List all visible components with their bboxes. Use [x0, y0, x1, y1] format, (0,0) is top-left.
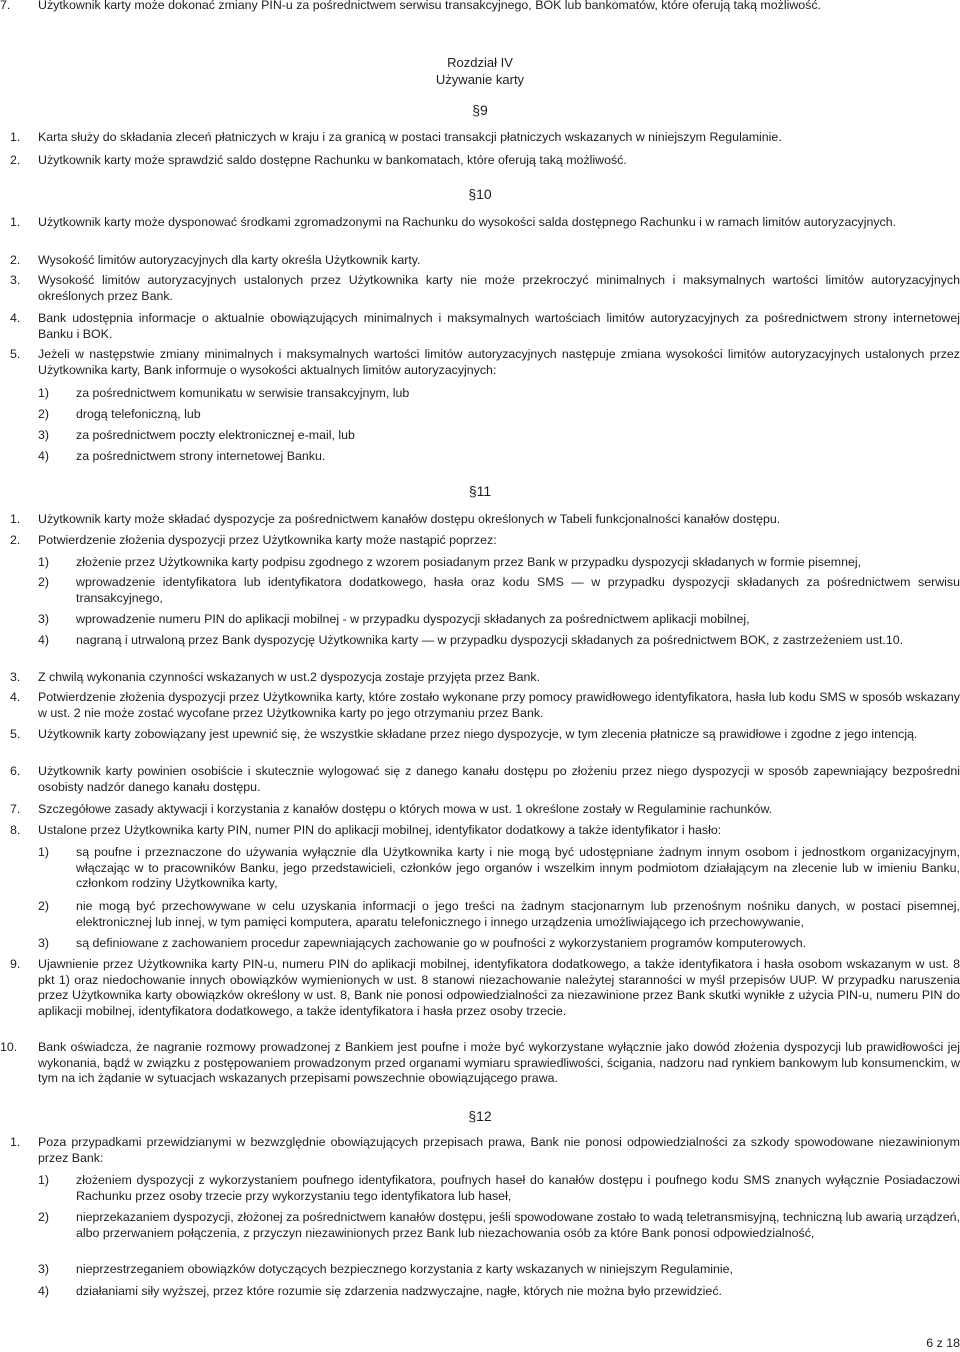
- item-text: nieprzestrzeganiem obowiązków dotyczących bezpiecznego korzystania z karty wskazanych w niniejszym Regulaminie,: [76, 1262, 734, 1276]
- item-number: 10.: [0, 1040, 18, 1054]
- item-number: 6.: [10, 764, 21, 778]
- item-text: Wysokość limitów autoryzacyjnych ustalonych przez Użytkownika karty nie może przekroczyć minimalnych i maksymalnych wartości limitów autoryzacyjnych określonych przez Bank.: [38, 273, 960, 303]
- item-number: 7.: [0, 0, 11, 12]
- item-text: Potwierdzenie złożenia dyspozycji przez Użytkownika karty, które zostało wykonane przy pomocy prawidłowego identyfikatora, hasła lub kodu SMS w sposób wskazany w ust. 2 nie może zostać wycofane przez Użytkownika karty po jego otrzymaniu przez Bank.: [38, 690, 960, 720]
- item-text: złożenie przez Użytkownika karty podpisu zgodnego z wzorem posiadanym przez Bank w przypadku dyspozycji składanych w formie pisemnej,: [76, 555, 862, 569]
- item-number: 5.: [10, 727, 21, 741]
- item-number: 1.: [10, 130, 21, 144]
- item-text: Użytkownik karty może dokonać zmiany PIN-u za pośrednictwem serwisu transakcyjnego, BOK lub bankomatów, które oferują taką możliwość.: [38, 0, 821, 12]
- item-text: Bank oświadcza, że nagranie rozmowy prowadzonej z Bankiem jest poufne i może być wykorzystane wyłącznie jako dowód złożenia dyspozycji lub prawidłowości jej wykonania, bądź w związku z postępowaniem prowadzonym przed organami wymiaru sprawiedliwości, ścigania, nadzoru nad rynkiem bankowym lub konsumenckim, w tym na ich żądanie w sytuacjach wskazanych przepisami powszechnie obowiązującego prawa.: [38, 1040, 960, 1086]
- item-number: 1): [38, 1173, 50, 1187]
- item-number: 7.: [10, 802, 21, 816]
- item-number: 3): [38, 936, 50, 950]
- section-heading: §9: [472, 102, 488, 118]
- item-text: wprowadzenie numeru PIN do aplikacji mobilnej - w przypadku dyspozycji składanych za pośrednictwem aplikacji mobilnej,: [76, 612, 750, 626]
- item-text: nie mogą być przechowywane w celu uzyskania informacji o jego treści na żadnym stacjonarnym lub przenośnym nośniku danych, w postaci pisemnej, elektronicznej lub innej, w tym pamięci komputera, aparatu telefonicznego i innego urządzenia umożliwiającego ich przechowywanie,: [76, 899, 960, 929]
- item-text: nieprzekazaniem dyspozycji, złożonej za pośrednictwem kanałów dostępu, jeśli spowodowane zostało to wadą teletransmisyjną, techniczną lub awarią urządzeń, albo przerwaniem połączenia, z przyczyn niezawinionych przez Bank lub niezachowania osób za które Bank ponosi odpowiedzialność,: [76, 1210, 960, 1240]
- item-number: 1.: [10, 215, 21, 229]
- item-text: Wysokość limitów autoryzacyjnych dla karty określa Użytkownik karty.: [38, 253, 421, 267]
- item-number: 1): [38, 386, 50, 400]
- item-number: 2.: [10, 153, 21, 167]
- item-text: Karta służy do składania zleceń płatniczych w kraju i za granicą w postaci transakcji płatniczych wskazanych w niniejszym Regulaminie.: [38, 130, 782, 144]
- item-number: 4): [38, 449, 50, 463]
- item-text: za pośrednictwem strony internetowej Banku.: [76, 449, 326, 463]
- item-text: Z chwilą wykonania czynności wskazanych w ust.2 dyspozycja zostaje przyjęta przez Bank.: [38, 670, 541, 684]
- item-text: Użytkownik karty powinien osobiście i skutecznie wylogować się z danego kanału dostępu po złożeniu przez niego dyspozycji w sposób zapewniający bezpośredni osobisty nadzór danego kanału dostępu.: [38, 764, 960, 794]
- item-text: Bank udostępnia informacje o aktualnie obowiązujących minimalnych i maksymalnych wartościach limitów autoryzacyjnych za pośrednictwem strony internetowej Banku i BOK.: [38, 311, 960, 341]
- item-number: 2): [38, 407, 50, 421]
- item-text: nagraną i utrwaloną przez Bank dyspozycję Użytkownika karty — w przypadku dyspozycji składanych za pośrednictwem BOK, z zastrzeżeniem ust.10.: [76, 633, 904, 647]
- item-number: 2): [38, 899, 50, 913]
- item-text: działaniami siły wyższej, przez które rozumie się zdarzenia nadzwyczajne, nagłe, których nie można było przewidzieć.: [76, 1284, 722, 1298]
- item-text: Użytkownik karty może składać dyspozycje za pośrednictwem kanałów dostępu określonych w Tabeli funkcjonalności kanałów dostępu.: [38, 512, 781, 526]
- item-number: 3.: [10, 670, 21, 684]
- section-heading: §12: [468, 1108, 492, 1124]
- item-text: wprowadzenie identyfikatora lub identyfikatora dodatkowego, hasła oraz kodu SMS — w przypadku dyspozycji składanych za pośrednictwem serwisu transakcyjnego,: [76, 575, 960, 605]
- item-number: 5.: [10, 347, 21, 361]
- item-number: 2): [38, 575, 50, 589]
- item-number: 3): [38, 1262, 50, 1276]
- item-number: 2): [38, 1210, 50, 1224]
- item-text: Ustalone przez Użytkownika karty PIN, numer PIN do aplikacji mobilnej, identyfikator dodatkowy a także identyfikator i hasło:: [38, 823, 722, 837]
- chapter-subtitle: Używanie karty: [435, 72, 525, 87]
- item-number: 4.: [10, 311, 21, 325]
- item-text: są definiowane z zachowaniem procedur zapewniających zachowanie go w poufności z wykorzystaniem programów komputerowych.: [76, 936, 807, 950]
- section-heading: §11: [468, 483, 492, 499]
- item-number: 2.: [10, 253, 21, 267]
- item-text: Szczegółowe zasady aktywacji i korzystania z kanałów dostępu o których mowa w ust. 1 określone zostały w Regulaminie rachunków.: [38, 802, 773, 816]
- item-text: Potwierdzenie złożenia dyspozycji przez Użytkownika karty może nastąpić poprzez:: [38, 533, 497, 547]
- item-number: 4): [38, 1284, 50, 1298]
- item-number: 3.: [10, 273, 21, 287]
- item-text: za pośrednictwem poczty elektronicznej e-mail, lub: [76, 428, 355, 442]
- page-number: 6 z 18: [926, 1336, 960, 1350]
- chapter-title: Rozdział IV: [447, 55, 513, 70]
- item-number: 3): [38, 428, 50, 442]
- item-text: Ujawnienie przez Użytkownika karty PIN-u, numeru PIN do aplikacji mobilnej, identyfikatora dodatkowego, a także identyfikatora i hasła osobom wskazanym w ust. 8 pkt 1) oraz niedochowanie innych obowiązków wymienionych w ust. 8 stanowi niezachowanie należytej staranności w myśl przepisów UUP. W przypadku naruszenia przez Użytkownika karty obowiązków określony w ust. 8, Bank nie ponosi odpowiedzialności za niezawinione przez Bank skutki wynikłe z użycia PIN-u, numeru PIN do aplikacji mobilnej, identyfikatora dodatkowego, a także identyfikatora i hasła przez osoby trzecie.: [38, 957, 960, 1018]
- item-text: są poufne i przeznaczone do używania wyłącznie dla Użytkownika karty i nie mogą być udostępniane żadnym innym osobom i jednostkom organizacyjnym, włączając w to pracowników Banku, jego przedstawicieli, członków jego organów i wszelkim innym podmiotom działającym na zlecenie lub w imieniu Banku, członkom rodziny Użytkownika karty,: [76, 845, 960, 891]
- item-number: 1): [38, 555, 50, 569]
- item-text: złożeniem dyspozycji z wykorzystaniem poufnego identyfikatora, poufnych haseł do kanałów dostępu i poufnego kodu SMS znanych wyłącznie Posiadaczowi Rachunku przez osoby trzecie przy wykorzystaniu tego identyfikatora lub haseł,: [76, 1173, 960, 1203]
- item-number: 4.: [10, 690, 21, 704]
- item-text: za pośrednictwem komunikatu w serwisie transakcyjnym, lub: [76, 386, 410, 400]
- item-text: Użytkownik karty może sprawdzić saldo dostępne Rachunku w bankomatach, które oferują taką możliwość.: [38, 153, 627, 167]
- item-number: 9.: [10, 957, 21, 971]
- item-text: Użytkownik karty zobowiązany jest upewnić się, że wszystkie składane przez niego dyspozycje, w tym zlecenia płatnicze są prawidłowe i zgodne z jego intencją.: [38, 727, 918, 741]
- item-number: 3): [38, 612, 50, 626]
- item-number: 1.: [10, 1135, 21, 1149]
- item-number: 4): [38, 633, 50, 647]
- item-text: Poza przypadkami przewidzianymi w bezwzględnie obowiązujących przepisach prawa, Bank nie ponosi odpowiedzialności za szkody spowodowane niezawinionym przez Bank:: [38, 1135, 960, 1165]
- item-text: Jeżeli w następstwie zmiany minimalnych i maksymalnych wartości limitów autoryzacyjnych następuje zmiana wysokości limitów autoryzacyjnych ustalonych przez Użytkownika karty, Bank informuje o wysokości aktualnych limitów autoryzacyjnych:: [38, 347, 960, 377]
- section-heading: §10: [468, 186, 492, 202]
- item-text: drogą telefoniczną, lub: [76, 407, 201, 421]
- item-number: 1): [38, 845, 50, 859]
- item-text: Użytkownik karty może dysponować środkami zgromadzonymi na Rachunku do wysokości salda dostępnego Rachunku i w ramach limitów autoryzacyjnych.: [38, 215, 897, 229]
- item-number: 8.: [10, 823, 21, 837]
- item-number: 1.: [10, 512, 21, 526]
- item-number: 2.: [10, 533, 21, 547]
